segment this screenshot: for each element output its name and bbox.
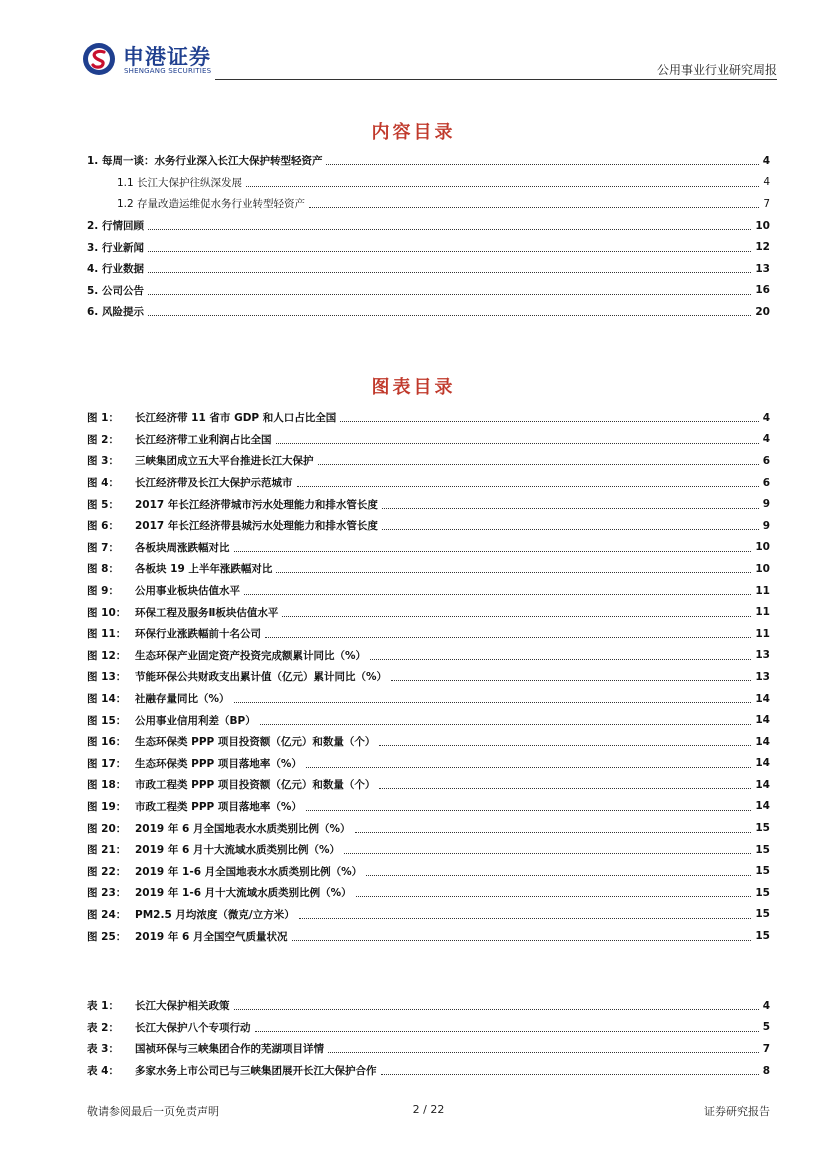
entry-page: 6 [762,454,770,467]
figure-toc-entry[interactable] [87,493,770,515]
figure-toc-entry[interactable] [87,623,770,645]
report-type: 公用事业行业研究周报 [656,63,777,77]
toc-entry[interactable]: 1.1 长江大保护往纵深发展 4 [117,176,770,189]
entry-title: PM2.5 月均浓度（微克/立方米） [135,908,295,921]
entry-number: 图 18： [87,779,127,792]
figure-toc-entry[interactable] [87,429,770,451]
entry-page: 11 [755,584,770,597]
entry-title: 长江大保护八个专项行动 [135,1021,251,1034]
figure-toc-entry[interactable] [87,515,770,537]
entry-number: 图 24： [87,908,127,921]
figure-toc-entry[interactable] [87,472,770,494]
entry-page: 8 [762,1064,770,1077]
logo-chinese-name: 申港证券 [123,45,211,69]
dot-leader [260,724,752,725]
dot-leader [381,1074,759,1075]
entry-number: 图 23： [87,887,127,900]
entry-title: 2019 年 1-6 月十大流域水质类别比例（%） [135,887,352,900]
dot-leader [297,486,759,487]
dot-leader [356,896,752,897]
entry-number: 图 7： [87,541,119,554]
entry-title: 多家水务上市公司已与三峡集团展开长江大保护合作 [135,1065,377,1078]
entry-number: 表 2： [87,1021,119,1034]
entry-page: 5 [762,1021,770,1034]
figure-toc-entry[interactable] [87,817,770,839]
dot-leader [265,637,751,638]
figure-toc-entry[interactable] [87,925,770,947]
figure-toc-entry[interactable] [87,601,770,623]
header-rule [215,79,777,80]
entry-title: 生态环保产业固定资产投资完成额累计同比（%） [135,649,367,662]
content-toc-title: 内容目录 [371,122,456,143]
figure-toc-entry[interactable] [87,645,770,667]
entry-title: 国祯环保与三峡集团合作的芜湖项目详情 [135,1043,324,1056]
entry-title: 长江大保护相关政策 [135,1000,230,1013]
dot-leader [340,421,758,422]
entry-number: 图 1： [87,412,119,425]
entry-page: 10 [755,562,770,575]
entry-page: 4 [762,999,770,1012]
entry-title: 生态环保类 PPP 项目落地率（%） [135,757,302,770]
entry-page: 15 [755,930,770,943]
figure-toc-entry[interactable] [87,666,770,688]
toc-entry[interactable]: 1.2 存量改造运维促水务行业转型轻资产 7 [117,197,770,211]
figure-toc-entry[interactable] [87,450,770,472]
entry-title: 环保行业涨跌幅前十名公司 [135,628,261,641]
figure-toc-entry[interactable] [87,558,770,580]
toc-entry[interactable]: 2. 行情回顾 10 [87,219,770,233]
entry-page: 15 [755,843,770,856]
shengang-logo-icon [82,42,116,76]
entry-page: 11 [755,627,770,640]
entry-number: 表 3： [87,1043,119,1056]
entry-page: 13 [755,670,770,683]
entry-page: 15 [755,886,770,899]
entry-page: 15 [755,822,770,835]
dot-leader [234,1009,759,1010]
dot-leader [370,659,751,660]
entry-page: 14 [755,778,770,791]
footer-disclaimer[interactable]: 敬请参阅最后一页免责声明 [87,1105,219,1118]
dot-leader [234,702,752,703]
dot-leader [355,832,752,833]
figure-toc-entry[interactable] [87,1038,770,1060]
entry-page: 14 [755,757,770,770]
entry-title: 各板块 19 上半年涨跌幅对比 [135,563,273,576]
entry-page: 14 [755,735,770,748]
dot-leader [328,1052,759,1053]
dot-leader [282,616,751,617]
entry-title: 各板块周涨跌幅对比 [135,541,230,554]
figure-toc-entry[interactable] [87,839,770,861]
dot-leader [276,443,759,444]
entry-page: 4 [762,433,770,446]
figure-toc-entry[interactable] [87,1060,770,1082]
entry-title: 公用事业板块估值水平 [135,585,240,598]
figure-toc-entry[interactable] [87,407,770,429]
entry-title: 长江经济带及长江大保护示范城市 [135,477,293,490]
figure-toc-entry[interactable] [87,774,770,796]
entry-page: 4 [762,411,770,424]
entry-page: 7 [762,1042,770,1055]
entry-title: 社融存量同比（%） [135,693,230,706]
entry-number: 图 9： [87,585,119,598]
figure-toc-entry[interactable] [87,904,770,926]
toc-entry[interactable]: 6. 风险提示 20 [87,305,770,319]
content-toc [87,150,770,323]
dot-leader [382,529,759,530]
table-toc [87,995,770,1081]
entry-title: 公用事业信用利差（BP） [135,714,256,727]
dot-leader [292,940,752,941]
dot-leader [299,918,752,919]
entry-number: 图 2： [87,433,119,446]
entry-title: 2017 年长江经济带城市污水处理能力和排水管长度 [135,498,378,511]
entry-number: 图 21： [87,844,127,857]
entry-title: 市政工程类 PPP 项目落地率（%） [135,800,302,813]
figure-toc-entry[interactable] [87,882,770,904]
entry-number: 图 3： [87,455,119,468]
page-header [0,0,827,90]
figure-toc-entry[interactable] [87,860,770,882]
entry-title: 2017 年长江经济带县城污水处理能力和排水管长度 [135,520,378,533]
logo-english-name: SHENGANG SECURITIES [124,67,212,75]
entry-title: 三峡集团成立五大平台推进长江大保护 [135,455,314,468]
entry-page: 9 [762,519,770,532]
entry-number: 图 14： [87,693,127,706]
entry-page: 14 [755,692,770,705]
entry-title: 长江经济带 11 省市 GDP 和人口占比全国 [135,412,337,425]
entry-number: 图 12： [87,649,127,662]
entry-number: 图 8： [87,563,119,576]
entry-page: 6 [762,476,770,489]
figure-toc-entry[interactable] [87,731,770,753]
entry-page: 10 [755,541,770,554]
entry-title: 市政工程类 PPP 项目投资额（亿元）和数量（个） [135,779,376,792]
toc-entry[interactable]: 3. 行业新闻 12 [87,241,770,254]
dot-leader [306,767,751,768]
entry-number: 图 13： [87,671,127,684]
entry-number: 表 4： [87,1065,119,1078]
entry-title: 2019 年 6 月全国地表水水质类别比例（%） [135,822,351,835]
entry-number: 图 6： [87,520,119,533]
dot-leader [379,745,751,746]
entry-number: 图 22： [87,865,127,878]
dot-leader [244,594,751,595]
figure-toc-entry[interactable] [87,580,770,602]
entry-number: 图 19： [87,800,127,813]
figure-toc-entry[interactable] [87,688,770,710]
entry-page: 9 [762,498,770,511]
dot-leader [344,853,751,854]
entry-number: 图 20： [87,822,127,835]
entry-number: 图 11： [87,628,127,641]
dot-leader [255,1031,759,1032]
entry-page: 15 [755,908,770,921]
entry-number: 图 16： [87,736,127,749]
entry-number: 图 4： [87,477,119,490]
entry-number: 图 10： [87,606,127,619]
toc-entry[interactable]: 5. 公司公告 16 [87,284,770,297]
figure-toc-entry[interactable] [87,709,770,731]
entry-title: 生态环保类 PPP 项目投资额（亿元）和数量（个） [135,736,376,749]
figure-toc-entry[interactable] [87,1017,770,1039]
entry-title: 节能环保公共财政支出累计值（亿元）累计同比（%） [135,671,388,684]
entry-page: 13 [755,649,770,662]
figure-toc-entry[interactable] [87,995,770,1017]
dot-leader [382,508,759,509]
entry-number: 图 25： [87,930,127,943]
page-number: 2 / 22 [412,1103,445,1116]
figure-toc-entry[interactable] [87,753,770,775]
toc-entry[interactable]: 4. 行业数据 13 [87,262,770,276]
figure-toc [87,407,770,947]
entry-title: 2019 年 1-6 月全国地表水水质类别比例（%） [135,865,363,878]
entry-number: 图 15： [87,714,127,727]
entry-number: 图 17： [87,757,127,770]
figure-toc-entry[interactable] [87,537,770,559]
entry-number: 图 5： [87,498,119,511]
entry-title: 2019 年 6 月全国空气质量状况 [135,930,288,943]
dot-leader [391,680,751,681]
dot-leader [318,464,759,465]
entry-title: 长江经济带工业利润占比全国 [135,433,272,446]
entry-title: 环保工程及服务Ⅱ板块估值水平 [135,606,279,619]
dot-leader [366,875,751,876]
dot-leader [306,810,751,811]
entry-title: 2019 年 6 月十大流域水质类别比例（%） [135,844,341,857]
entry-page: 15 [755,865,770,878]
entry-page: 14 [755,800,770,813]
toc-entry[interactable]: 1. 每周一谈：水务行业深入长江大保护转型轻资产 4 [87,154,770,168]
dot-leader [234,551,752,552]
dot-leader [276,572,751,573]
dot-leader [379,788,751,789]
footer-doc-type: 证券研究报告 [704,1105,770,1118]
figure-toc-entry[interactable] [87,796,770,818]
entry-page: 11 [755,606,770,619]
figure-toc-title: 图表目录 [371,377,456,398]
entry-number: 表 1： [87,1000,119,1013]
entry-page: 14 [755,714,770,727]
